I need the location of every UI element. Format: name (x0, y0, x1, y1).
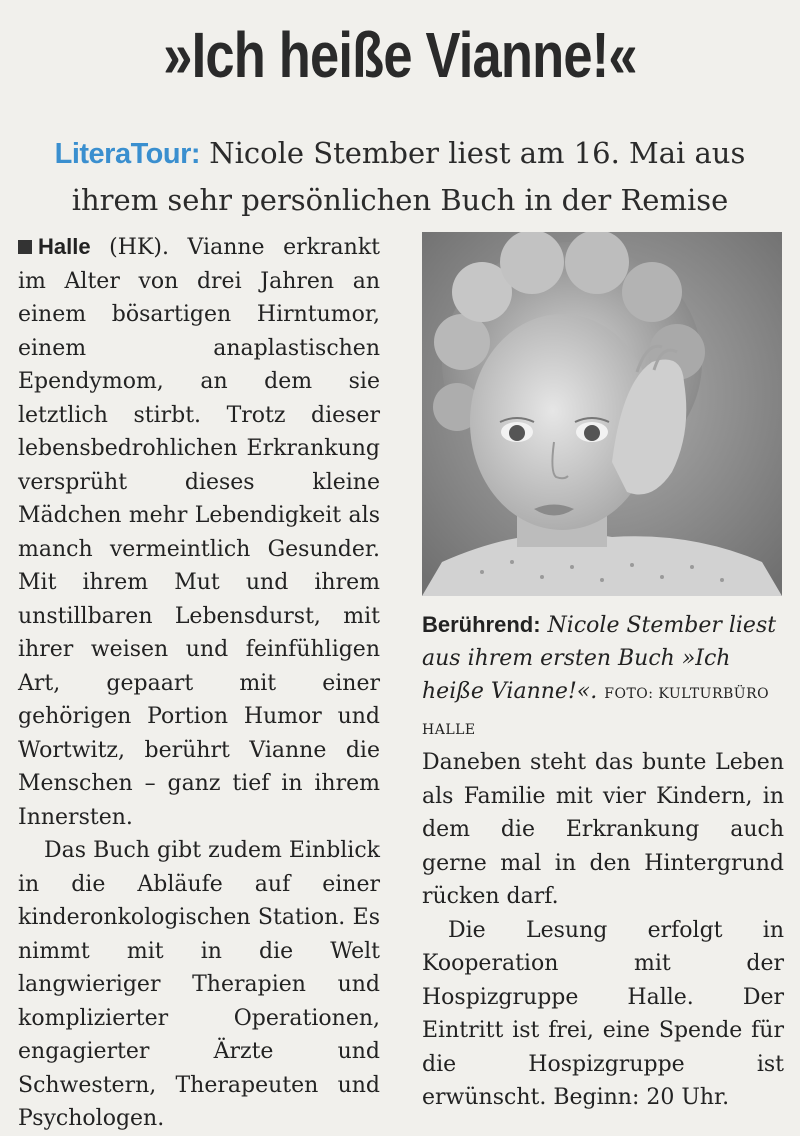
photo-caption (422, 608, 784, 747)
section-kicker: LiteraTour: (54, 138, 201, 170)
paragraph-3: Daneben steht das bunte Leben als Familie mit vier Kindern, in dem die Erkrankung auch gerne mal in den Hintergrund rücken darf. (422, 750, 784, 909)
dateline: Halle (38, 234, 91, 259)
girl-portrait-image (422, 232, 782, 596)
paragraph-2: Das Buch gibt zudem Einblick in die Abläufe auf einer kinderonkologischen Station. Es nimmt mit in die Welt langwieriger Therapien und komplizierter Operationen, engagierter Ärzte und Schwestern, Therapeuten und Psychologen. (18, 838, 380, 1131)
paragraph-1-text: (HK). Vianne erkrankt im Alter von drei Jahren an einem bösartigen Hirntumor, einem anaplastischen Ependymom, an dem sie letztlich stirbt. Trotz dieser lebensbedrohlichen Erkrankung versprüht dieses kleine Mädchen mehr Lebendigkeit als manch vermeintlich Gesunder. Mit ihrem Mut und ihrem unstillbaren Lebensdurst, mit ihrer weisen und feinfühligen Art, gepaart mit einer gehörigen Portion Humor und Wortwitz, berührt Vianne die Menschen – ganz tief in ihrem Innersten. (18, 235, 380, 830)
right-column (422, 746, 784, 1115)
subhead-line-1: Nicole Stember liest am 16. Mai aus (200, 136, 746, 170)
caption-text: Nicole Stember liest aus ihrem ersten Buch »Ich heiße Vianne!«. (422, 613, 777, 704)
left-column (18, 230, 380, 1136)
article-photo (422, 232, 782, 596)
dateline-marker (18, 240, 32, 254)
paragraph-4: Die Lesung erfolgt in Kooperation mit der Hospizgruppe Halle. Der Eintritt ist frei, eine Spende für die Hospizgruppe ist erwünscht. Beginn: 20 Uhr. (422, 917, 784, 1110)
subhead-line-2: ihrem sehr persönlichen Buch in der Remise (71, 183, 729, 217)
photo-credit: FOTO: KULTURBÜRO HALLE (422, 686, 770, 738)
article-headline: »Ich heiße Vianne!« (163, 19, 637, 91)
article-subhead (20, 130, 780, 223)
caption-label: Berührend: (422, 612, 541, 637)
paragraph-1 (18, 230, 380, 834)
